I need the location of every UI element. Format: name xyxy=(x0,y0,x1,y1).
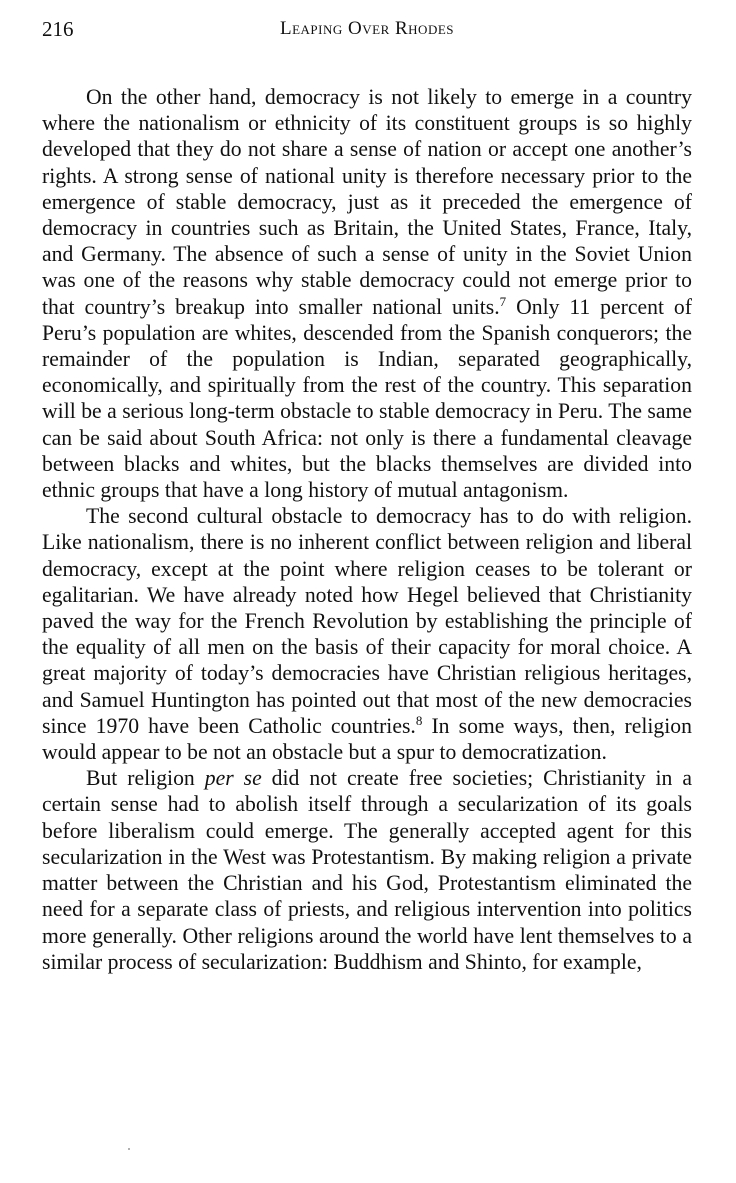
body-text xyxy=(42,84,692,975)
paragraph-text: But religion xyxy=(86,766,205,791)
paragraph-religion xyxy=(42,503,692,765)
paragraph-text: In some ways, then, religion would appear to be not an obstacle but a spur to democratization. xyxy=(42,713,692,765)
paragraph-nationalism xyxy=(42,84,692,503)
footnote-reference: 7 xyxy=(499,293,507,309)
paragraph-text: Only 11 percent of Peru’s population are whites, descended from the Spanish conquerors; the remainder of the population is Indian, separated geographically, economically, and spiritually from the rest of the country. This separation will be a serious long-term obstacle to stable democracy in Peru. The same can be said about South Africa: not only is there a fundamental cleavage between blacks and whites, but the blacks themselves are divided into ethnic groups that have a long history of mutual antagonism. xyxy=(42,294,692,503)
paragraph-text: did not create free societies; Christianity in a certain sense had to abolish itself through a secularization of its goals before liberalism could emerge. The generally accepted agent for this secularization in the West was Protestantism. By making religion a private matter between the Christian and his God, Protestantism eliminated the need for a separate class of priests, and religious intervention into politics more generally. Other religions around the world have lent themselves to a similar process of secularization: Buddhism and Shinto, for example, xyxy=(42,766,692,974)
paragraph-text: On the other hand, democracy is not likely to emerge in a country where the nationalism or ethnicity of its constituent groups is so highly developed that they do not share a sense of nation or accept one another’s rights. A strong sense of national unity is therefore necessary prior to the emergence of stable democracy, just as it preceded the emergence of democracy in countries such as Britain, the United States, France, Italy, and Germany. The absence of such a sense of unity in the Soviet Union was one of the reasons why stable democracy could not emerge prior to that country’s breakup into smaller national units. xyxy=(42,85,692,319)
paragraph-secularization xyxy=(42,765,692,975)
running-head: Leaping Over Rhodes xyxy=(280,18,454,39)
emphasis-text: per se xyxy=(204,766,262,791)
scan-speck xyxy=(128,1148,130,1150)
footnote-reference: 8 xyxy=(415,712,423,728)
paragraph-text: The second cultural obstacle to democracy has to do with religion. Like nationalism, there is no inherent conflict between religion and liberal democracy, except at the point where religion ceases to be tolerant or egalitarian. We have already noted how Hegel believed that Christianity paved the way for the French Revolution by establishing the principle of the equality of all men on the basis of their capacity for moral choice. A great majority of today’s democracies have Christian religious heritages, and Samuel Huntington has pointed out that most of the new democracies since 1970 have been Catholic countries. xyxy=(42,504,692,738)
page-number: 216 xyxy=(42,17,74,41)
page-header xyxy=(42,14,692,44)
